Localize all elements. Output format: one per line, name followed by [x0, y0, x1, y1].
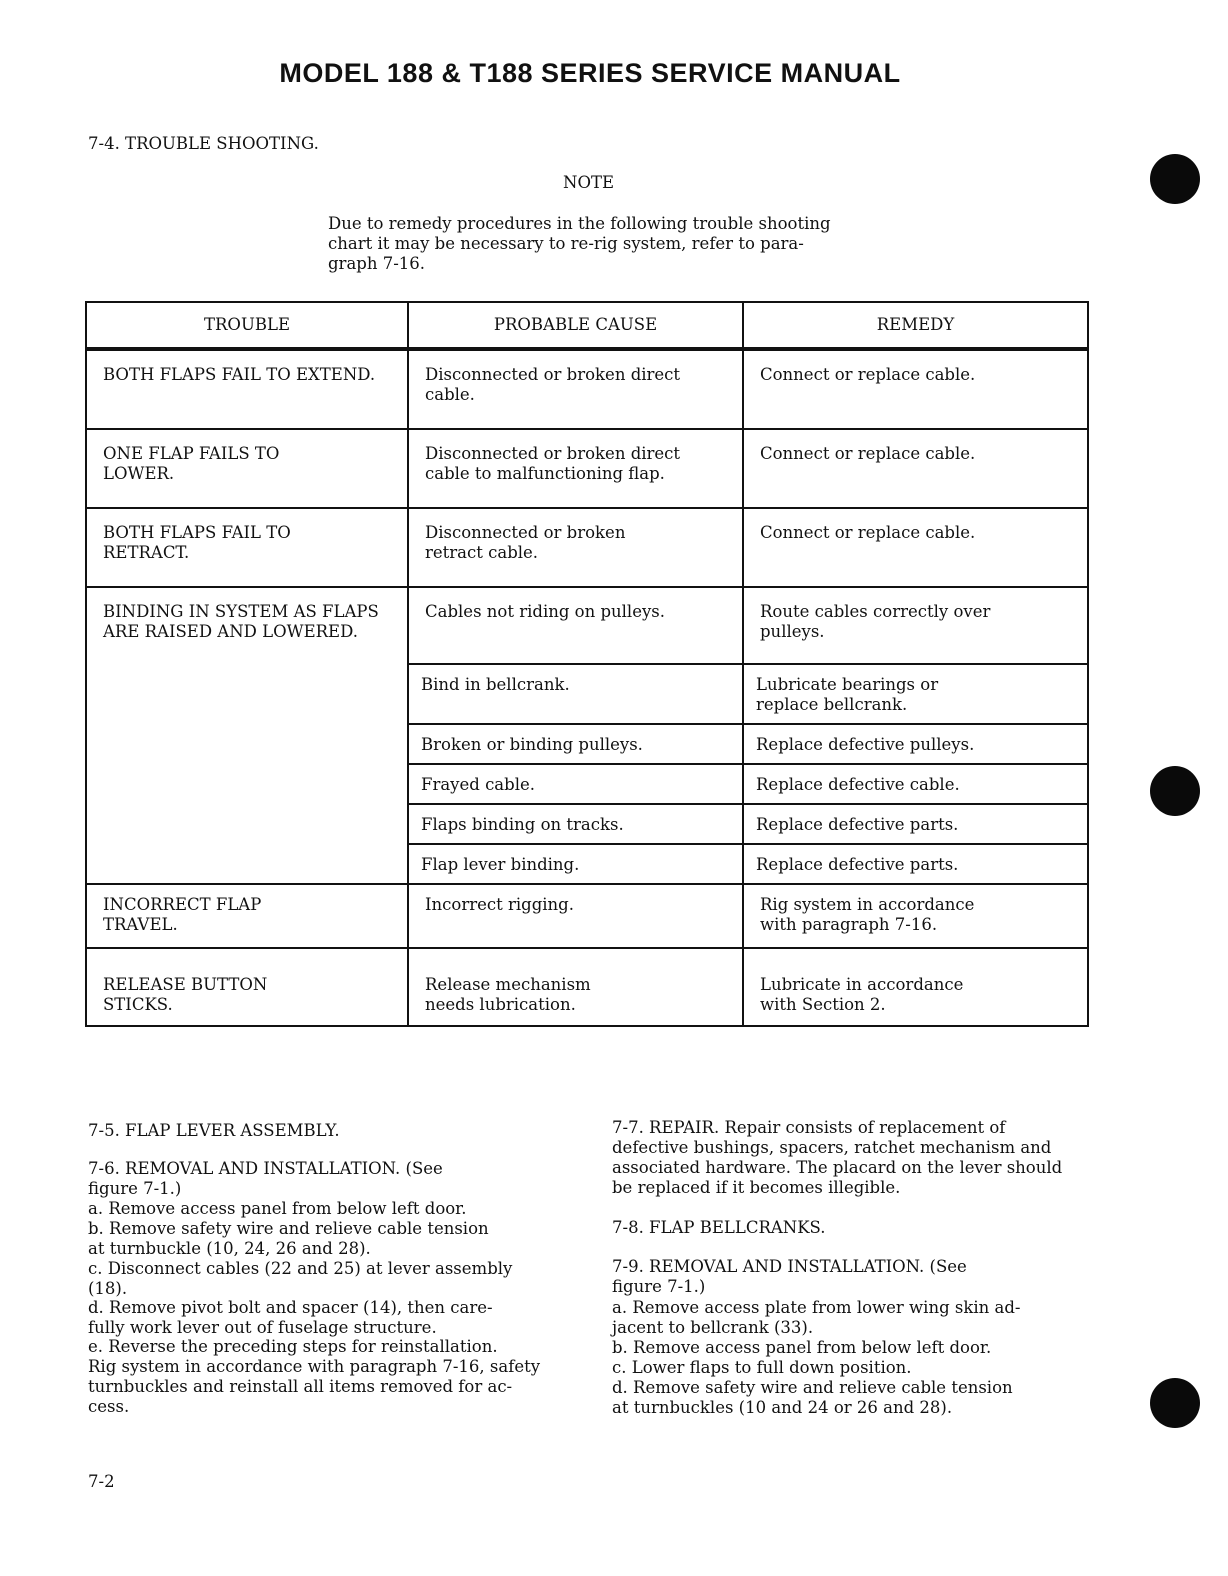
paragraph-7-6-step-b: b. Remove safety wire and relieve cable tension at turnbuckle (10, 24, 26 and 28). [88, 1219, 489, 1258]
cause-cell: Disconnected or broken retract cable. [408, 508, 743, 587]
paragraph-7-6-heading: 7-6. REMOVAL AND INSTALLATION. (See figure 7-1.) [88, 1159, 443, 1198]
paragraph-7-9-step-a: a. Remove access plate from lower wing skin ad- jacent to bellcrank (33). [612, 1298, 1021, 1337]
cause-cell: Broken or binding pulleys. [408, 724, 743, 764]
table-header-row [86, 302, 1088, 349]
cause-cell: Incorrect rigging. [408, 884, 743, 948]
remedy-cell: Connect or replace cable. [743, 508, 1088, 587]
cause-cell: Flap lever binding. [408, 844, 743, 884]
binder-hole-top [1150, 154, 1200, 204]
table-row [86, 429, 1088, 508]
cause-cell: Bind in bellcrank. [408, 664, 743, 724]
column-header-trouble: TROUBLE [86, 302, 408, 349]
cause-cell: Frayed cable. [408, 764, 743, 804]
remedy-cell: Route cables correctly over pulleys. [743, 587, 1088, 664]
paragraph-7-9-step-d: d. Remove safety wire and relieve cable tension at turnbuckles (10 and 24 or 26 and 28). [612, 1378, 1013, 1417]
section-heading-trouble-shooting: 7-4. TROUBLE SHOOTING. [88, 134, 319, 153]
paragraph-7-9-heading: 7-9. REMOVAL AND INSTALLATION. (See figure 7-1.) [612, 1257, 967, 1296]
paragraph-7-6-step-d: d. Remove pivot bolt and spacer (14), then care- fully work lever out of fuselage structure. [88, 1298, 493, 1337]
remedy-cell: Lubricate in accordance with Section 2. [743, 948, 1088, 1026]
trouble-cell: BOTH FLAPS FAIL TO EXTEND. [86, 349, 408, 429]
trouble-cell: INCORRECT FLAP TRAVEL. [86, 884, 408, 948]
remedy-cell: Replace defective parts. [743, 844, 1088, 884]
trouble-cell: BINDING IN SYSTEM AS FLAPS ARE RAISED AND LOWERED. [86, 587, 408, 884]
cause-cell: Disconnected or broken direct cable. [408, 349, 743, 429]
remedy-cell: Replace defective parts. [743, 804, 1088, 844]
remedy-cell: Connect or replace cable. [743, 429, 1088, 508]
cause-cell: Cables not riding on pulleys. [408, 587, 743, 664]
trouble-cell: RELEASE BUTTON STICKS. [86, 948, 408, 1026]
table-row [86, 587, 1088, 664]
page-title: MODEL 188 & T188 SERIES SERVICE MANUAL [279, 58, 901, 88]
remedy-cell: Connect or replace cable. [743, 349, 1088, 429]
paragraph-7-6-step-c: c. Disconnect cables (22 and 25) at lever assembly (18). [88, 1259, 513, 1298]
paragraph-7-6-step-a: a. Remove access panel from below left door. [88, 1199, 467, 1218]
trouble-cell: ONE FLAP FAILS TO LOWER. [86, 429, 408, 508]
remedy-cell: Lubricate bearings or replace bellcrank. [743, 664, 1088, 724]
table-row [86, 884, 1088, 948]
paragraph-7-9-step-b: b. Remove access panel from below left door. [612, 1338, 992, 1357]
paragraph-7-9-step-c: c. Lower flaps to full down position. [612, 1358, 912, 1377]
table-row [86, 349, 1088, 429]
binder-hole-middle [1150, 766, 1200, 816]
trouble-cell: BOTH FLAPS FAIL TO RETRACT. [86, 508, 408, 587]
paragraph-7-7: 7-7. REPAIR. Repair consists of replacement of defective bushings, spacers, ratchet mechanism and associated hardware. The placard on the lever should be replaced if it becomes illegible. [612, 1118, 1063, 1197]
trouble-shooting-table [85, 301, 1089, 1027]
note-text: Due to remedy procedures in the following trouble shooting chart it may be necessary to re-rig system, refer to para- graph 7-16. [328, 214, 831, 273]
paragraph-7-8-heading: 7-8. FLAP BELLCRANKS. [612, 1218, 826, 1237]
column-header-remedy: REMEDY [743, 302, 1088, 349]
cause-cell: Release mechanism needs lubrication. [408, 948, 743, 1026]
column-header-probable-cause: PROBABLE CAUSE [408, 302, 743, 349]
note-label: NOTE [563, 173, 615, 192]
cause-cell: Disconnected or broken direct cable to malfunctioning flap. [408, 429, 743, 508]
remedy-cell: Replace defective pulleys. [743, 724, 1088, 764]
remedy-cell: Rig system in accordance with paragraph 7-16. [743, 884, 1088, 948]
paragraph-7-6-step-e: e. Reverse the preceding steps for reinstallation. Rig system in accordance with paragraph 7-16, safety turnbuckles and reinstall all items removed for ac- cess. [88, 1337, 541, 1416]
paragraph-7-5-heading: 7-5. FLAP LEVER ASSEMBLY. [88, 1121, 340, 1140]
remedy-cell: Replace defective cable. [743, 764, 1088, 804]
cause-cell: Flaps binding on tracks. [408, 804, 743, 844]
table-row [86, 948, 1088, 1026]
page-number: 7-2 [88, 1472, 115, 1491]
table-row [86, 508, 1088, 587]
binder-hole-bottom [1150, 1378, 1200, 1428]
